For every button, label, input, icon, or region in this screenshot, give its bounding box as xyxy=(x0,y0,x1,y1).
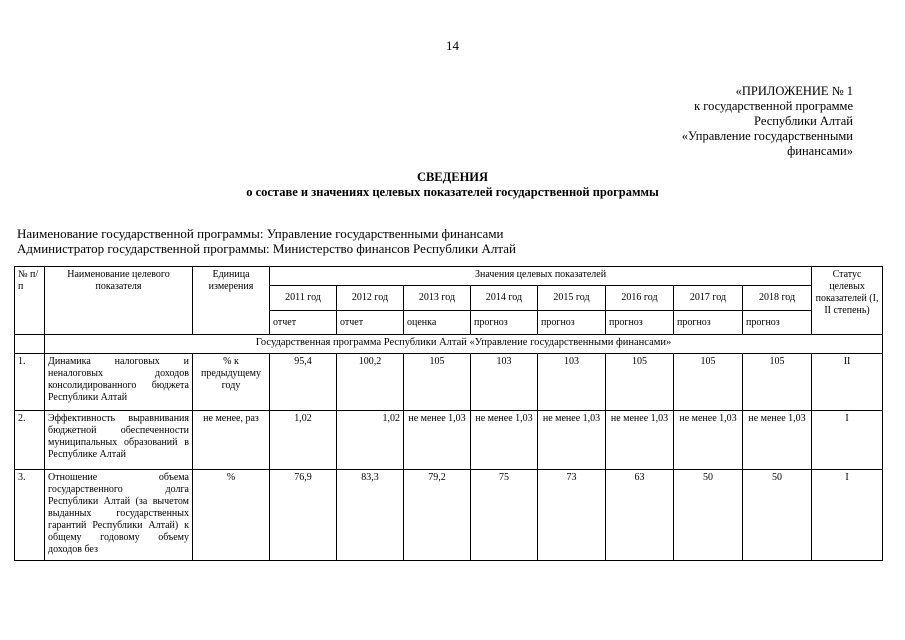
year-header: 2016 год xyxy=(606,286,674,311)
year-header: 2015 год xyxy=(538,286,606,311)
header-row xyxy=(15,267,883,286)
year-header: 2012 год xyxy=(337,286,404,311)
program-info xyxy=(17,226,516,256)
header-unit: Единица измерения xyxy=(193,267,270,335)
year-header: 2014 год xyxy=(471,286,538,311)
row-value: не менее 1,03 xyxy=(674,411,743,470)
row-num: 2. xyxy=(15,411,45,470)
row-value: 50 xyxy=(743,470,812,561)
row-value: 103 xyxy=(471,354,538,411)
row-status: I xyxy=(812,470,883,561)
header-status: Статус целевых показателей (I, II степень) xyxy=(812,267,883,335)
document-title xyxy=(0,170,905,200)
row-value: 63 xyxy=(606,470,674,561)
row-unit: не менее, раз xyxy=(193,411,270,470)
row-num: 1. xyxy=(15,354,45,411)
table-row xyxy=(15,354,883,411)
row-status: I xyxy=(812,411,883,470)
year-header: 2017 год xyxy=(674,286,743,311)
row-value: 105 xyxy=(743,354,812,411)
value-type: отчет xyxy=(270,311,337,335)
value-type: прогноз xyxy=(743,311,812,335)
row-value: 73 xyxy=(538,470,606,561)
value-type: оценка xyxy=(404,311,471,335)
row-value: 105 xyxy=(674,354,743,411)
row-value: 1,02 xyxy=(270,411,337,470)
appendix-line: «Управление государственными xyxy=(681,129,853,143)
title-sub: о составе и значениях целевых показателей государственной программы xyxy=(246,185,659,199)
year-header: 2011 год xyxy=(270,286,337,311)
program-admin: Администратор государственной программы: Министерство финансов Республики Алтай xyxy=(17,241,516,256)
appendix-line: финансами» xyxy=(787,144,853,158)
row-name: Отношение объема государственного долга Республики Алтай (за вычетом выданных государственных гарантий Республики Алтай) к общему годовому объему доходов без xyxy=(45,470,193,561)
row-value: 1,02 xyxy=(337,411,404,470)
row-value: не менее 1,03 xyxy=(538,411,606,470)
table-row xyxy=(15,470,883,561)
value-type: прогноз xyxy=(606,311,674,335)
row-unit: % к предыдущему году xyxy=(193,354,270,411)
row-value: 103 xyxy=(538,354,606,411)
header-values: Значения целевых показателей xyxy=(270,267,812,286)
appendix-header xyxy=(682,84,853,159)
row-value: 79,2 xyxy=(404,470,471,561)
section-empty-cell xyxy=(15,335,45,354)
value-type: прогноз xyxy=(538,311,606,335)
value-type: отчет xyxy=(337,311,404,335)
row-value: 105 xyxy=(404,354,471,411)
row-value: не менее 1,03 xyxy=(471,411,538,470)
row-value: 83,3 xyxy=(337,470,404,561)
row-name: Динамика налоговых и неналоговых доходов консолидированного бюджета Республики Алтай xyxy=(45,354,193,411)
row-unit: % xyxy=(193,470,270,561)
row-value: не менее 1,03 xyxy=(606,411,674,470)
row-value: 75 xyxy=(471,470,538,561)
row-value: 105 xyxy=(606,354,674,411)
row-num: 3. xyxy=(15,470,45,561)
year-header: 2013 год xyxy=(404,286,471,311)
row-value: не менее 1,03 xyxy=(743,411,812,470)
header-name: Наименование целевого показателя xyxy=(45,267,193,335)
page-number: 14 xyxy=(446,38,459,53)
appendix-line: к государственной программе xyxy=(694,99,853,113)
table-row xyxy=(15,411,883,470)
section-title: Государственная программа Республики Алтай «Управление государственными финансами» xyxy=(45,335,883,354)
header-num: № п/п xyxy=(15,267,45,335)
row-value: 100,2 xyxy=(337,354,404,411)
program-name: Наименование государственной программы: Управление государственными финансами xyxy=(17,226,504,241)
appendix-line: «ПРИЛОЖЕНИЕ № 1 xyxy=(735,84,853,98)
year-header: 2018 год xyxy=(743,286,812,311)
row-name: Эффективность выравнивания бюджетной обеспеченности муниципальных образований в Республике Алтай xyxy=(45,411,193,470)
title-main: СВЕДЕНИЯ xyxy=(416,170,489,184)
appendix-line: Республики Алтай xyxy=(754,114,853,128)
row-value: 76,9 xyxy=(270,470,337,561)
value-type: прогноз xyxy=(471,311,538,335)
row-value: 50 xyxy=(674,470,743,561)
value-type: прогноз xyxy=(674,311,743,335)
row-value: не менее 1,03 xyxy=(404,411,471,470)
section-row xyxy=(15,335,883,354)
row-status: II xyxy=(812,354,883,411)
indicators-table xyxy=(14,266,883,561)
row-value: 95,4 xyxy=(270,354,337,411)
